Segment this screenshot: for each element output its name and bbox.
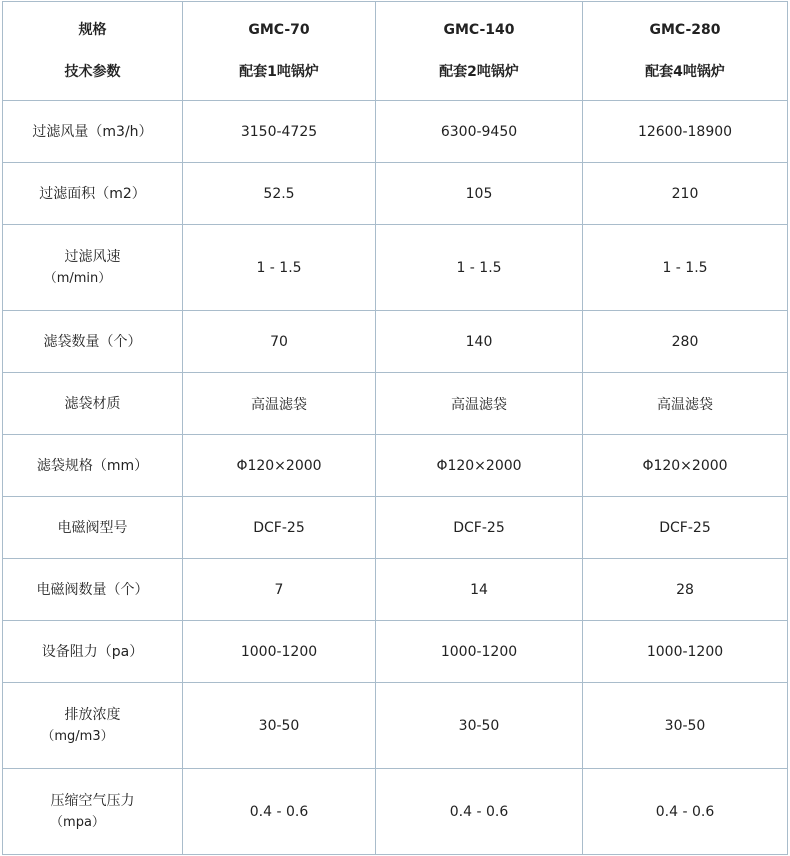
table-row xyxy=(3,373,788,435)
table-row xyxy=(3,101,788,163)
param-label-cell xyxy=(3,225,183,311)
param-value: 1 - 1.5 xyxy=(376,225,583,311)
param-value: 12600-18900 xyxy=(583,101,788,163)
param-value: 0.4 - 0.6 xyxy=(183,769,376,855)
param-value: 105 xyxy=(376,163,583,225)
param-unit: （mg/m3） xyxy=(41,728,114,744)
model-name: GMC-280 xyxy=(649,22,721,38)
param-value: 高温滤袋 xyxy=(183,373,376,435)
spec-table xyxy=(2,1,788,855)
model-boiler: 配套2吨锅炉 xyxy=(439,64,519,80)
param-value: 140 xyxy=(376,311,583,373)
param-label-cell xyxy=(3,497,183,559)
param-value: 210 xyxy=(583,163,788,225)
param-value: 1000-1200 xyxy=(583,621,788,683)
param-value: 14 xyxy=(376,559,583,621)
param-value: Φ120×2000 xyxy=(183,435,376,497)
model-name: GMC-140 xyxy=(443,22,515,38)
param-value: 高温滤袋 xyxy=(583,373,788,435)
param-label: 过滤风速 xyxy=(64,248,121,265)
param-label-cell xyxy=(3,311,183,373)
param-value: 1 - 1.5 xyxy=(583,225,788,311)
param-label: 滤袋规格（mm） xyxy=(36,457,149,474)
model-name: GMC-70 xyxy=(248,22,310,38)
param-value: 0.4 - 0.6 xyxy=(376,769,583,855)
table-row xyxy=(3,559,788,621)
param-label: 滤袋数量（个） xyxy=(43,333,142,350)
header-label-cell xyxy=(3,2,183,101)
param-value: 52.5 xyxy=(183,163,376,225)
table-row xyxy=(3,497,788,559)
param-label-cell xyxy=(3,435,183,497)
param-value: Φ120×2000 xyxy=(583,435,788,497)
param-label: 排放浓度 xyxy=(64,706,121,723)
param-value: 30-50 xyxy=(583,683,788,769)
table-row xyxy=(3,163,788,225)
param-value: 1000-1200 xyxy=(183,621,376,683)
table-row xyxy=(3,435,788,497)
param-value: DCF-25 xyxy=(183,497,376,559)
table-row xyxy=(3,769,788,855)
param-label: 过滤面积（m2） xyxy=(39,185,146,202)
header-label-params: 技术参数 xyxy=(64,64,121,80)
header-model-cell xyxy=(183,2,376,101)
param-value: 28 xyxy=(583,559,788,621)
param-value: 0.4 - 0.6 xyxy=(583,769,788,855)
param-value: 3150-4725 xyxy=(183,101,376,163)
param-label-cell xyxy=(3,163,183,225)
param-value: 高温滤袋 xyxy=(376,373,583,435)
header-label-spec: 规格 xyxy=(78,22,107,38)
table-row xyxy=(3,621,788,683)
param-label: 电磁阀数量（个） xyxy=(36,581,149,598)
param-value: 6300-9450 xyxy=(376,101,583,163)
param-label-cell xyxy=(3,101,183,163)
param-value: DCF-25 xyxy=(376,497,583,559)
param-value: 30-50 xyxy=(376,683,583,769)
param-value: 30-50 xyxy=(183,683,376,769)
param-label-cell xyxy=(3,683,183,769)
param-label-cell xyxy=(3,373,183,435)
param-value: 70 xyxy=(183,311,376,373)
param-label-cell xyxy=(3,559,183,621)
param-value: 1000-1200 xyxy=(376,621,583,683)
param-value: 280 xyxy=(583,311,788,373)
model-boiler: 配套1吨锅炉 xyxy=(239,64,319,80)
param-label: 压缩空气压力 xyxy=(50,792,135,809)
table-row xyxy=(3,225,788,311)
param-label-cell xyxy=(3,621,183,683)
header-model-cell xyxy=(583,2,788,101)
param-label: 过滤风量（m3/h） xyxy=(32,123,153,140)
param-value: Φ120×2000 xyxy=(376,435,583,497)
header-row xyxy=(3,2,788,101)
param-label: 滤袋材质 xyxy=(64,395,121,412)
param-label-cell xyxy=(3,769,183,855)
param-value: 7 xyxy=(183,559,376,621)
param-value: DCF-25 xyxy=(583,497,788,559)
header-model-cell xyxy=(376,2,583,101)
table-row xyxy=(3,311,788,373)
param-label: 电磁阀型号 xyxy=(57,519,128,536)
table-row xyxy=(3,683,788,769)
param-label: 设备阻力（pa） xyxy=(41,643,144,660)
param-unit: （mpa） xyxy=(50,814,105,830)
model-boiler: 配套4吨锅炉 xyxy=(645,64,725,80)
param-value: 1 - 1.5 xyxy=(183,225,376,311)
param-unit: （m/min） xyxy=(43,270,112,286)
